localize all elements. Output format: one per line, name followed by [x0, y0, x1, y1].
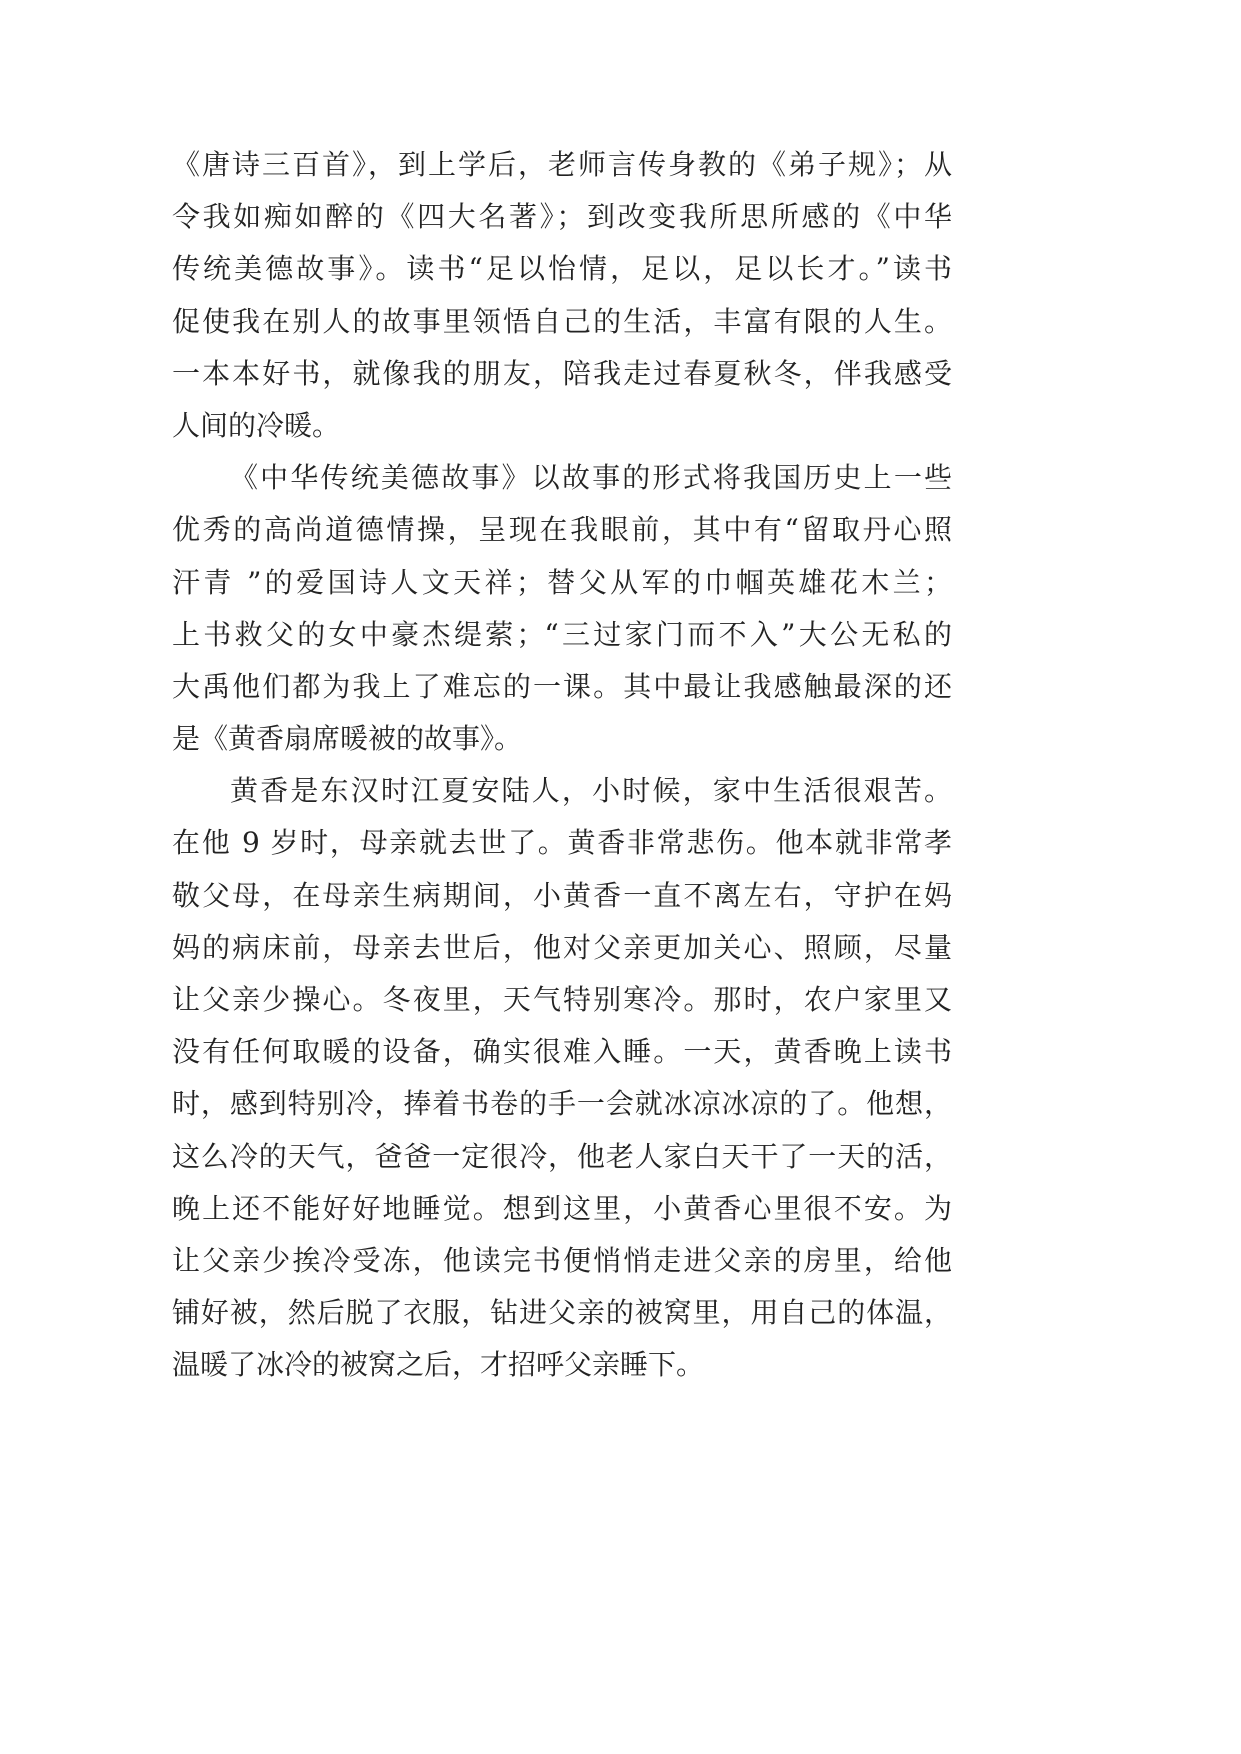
text-line: 温暖了冰冷的被窝之后，才招呼父亲睡下。 — [172, 1348, 705, 1382]
text-line: 优秀的高尚道德情操，呈现在我眼前，其中有“留取丹心照 — [172, 513, 952, 547]
text-line: 铺好被，然后脱了衣服，钻进父亲的被窝里，用自己的体温， — [172, 1296, 952, 1330]
text-line: 传统美德故事》。读书“足以怡情，足以，足以长才。”读书 — [172, 252, 952, 286]
document-body — [172, 139, 952, 1392]
text-line: 大禹他们都为我上了难忘的一课。其中最让我感触最深的还 — [172, 669, 952, 703]
text-line: 人间的冷暖。 — [172, 408, 341, 442]
text-line: 时，感到特别冷，捧着书卷的手一会就冰凉冰凉的了。他想， — [172, 1087, 952, 1121]
paragraph-huang-xiang-story — [172, 765, 952, 1391]
text-line: 《中华传统美德故事》以故事的形式将我国历史上一些 — [230, 461, 952, 495]
text-line: 汗青 ”的爱国诗人文天祥；替父从军的巾帼英雄花木兰； — [172, 565, 952, 599]
text-line: 敬父母，在母亲生病期间，小黄香一直不离左右，守护在妈 — [172, 878, 952, 912]
text-line: 让父亲少操心。冬夜里，天气特别寒冷。那时，农户家里又 — [172, 983, 952, 1016]
text-line: 黄香是东汉时江夏安陆人，小时候，家中生活很艰苦。 — [230, 774, 952, 808]
text-line: 一本本好书，就像我的朋友，陪我走过春夏秋冬，伴我感受 — [172, 356, 952, 390]
text-line: 上书救父的女中豪杰缇萦；“三过家门而不入”大公无私的 — [172, 617, 952, 651]
paragraph-reading-books — [172, 139, 952, 452]
text-line: 是《黄香扇席暖被的故事》。 — [172, 722, 523, 756]
text-line: 晚上还不能好好地睡觉。想到这里，小黄香心里很不安。为 — [172, 1191, 952, 1225]
text-line: 让父亲少挨冷受冻，他读完书便悄悄走进父亲的房里，给他 — [172, 1243, 952, 1277]
text-line: 这么冷的天气，爸爸一定很冷，他老人家白天干了一天的活， — [172, 1139, 952, 1173]
text-line: 没有任何取暖的设备，确实很难入睡。一天，黄香晚上读书 — [172, 1035, 952, 1069]
paragraph-virtue-stories — [172, 452, 952, 765]
text-line: 《唐诗三百首》，到上学后，老师言传身教的《弟子规》；从 — [172, 148, 952, 181]
text-line: 在他 9 岁时，母亲就去世了。黄香非常悲伤。他本就非常孝 — [172, 826, 952, 860]
text-line: 令我如痴如醉的《四大名著》；到改变我所思所感的《中华 — [172, 200, 952, 234]
text-line: 妈的病床前，母亲去世后，他对父亲更加关心、照顾，尽量 — [172, 930, 952, 964]
text-line: 促使我在别人的故事里领悟自己的生活，丰富有限的人生。 — [172, 304, 952, 338]
